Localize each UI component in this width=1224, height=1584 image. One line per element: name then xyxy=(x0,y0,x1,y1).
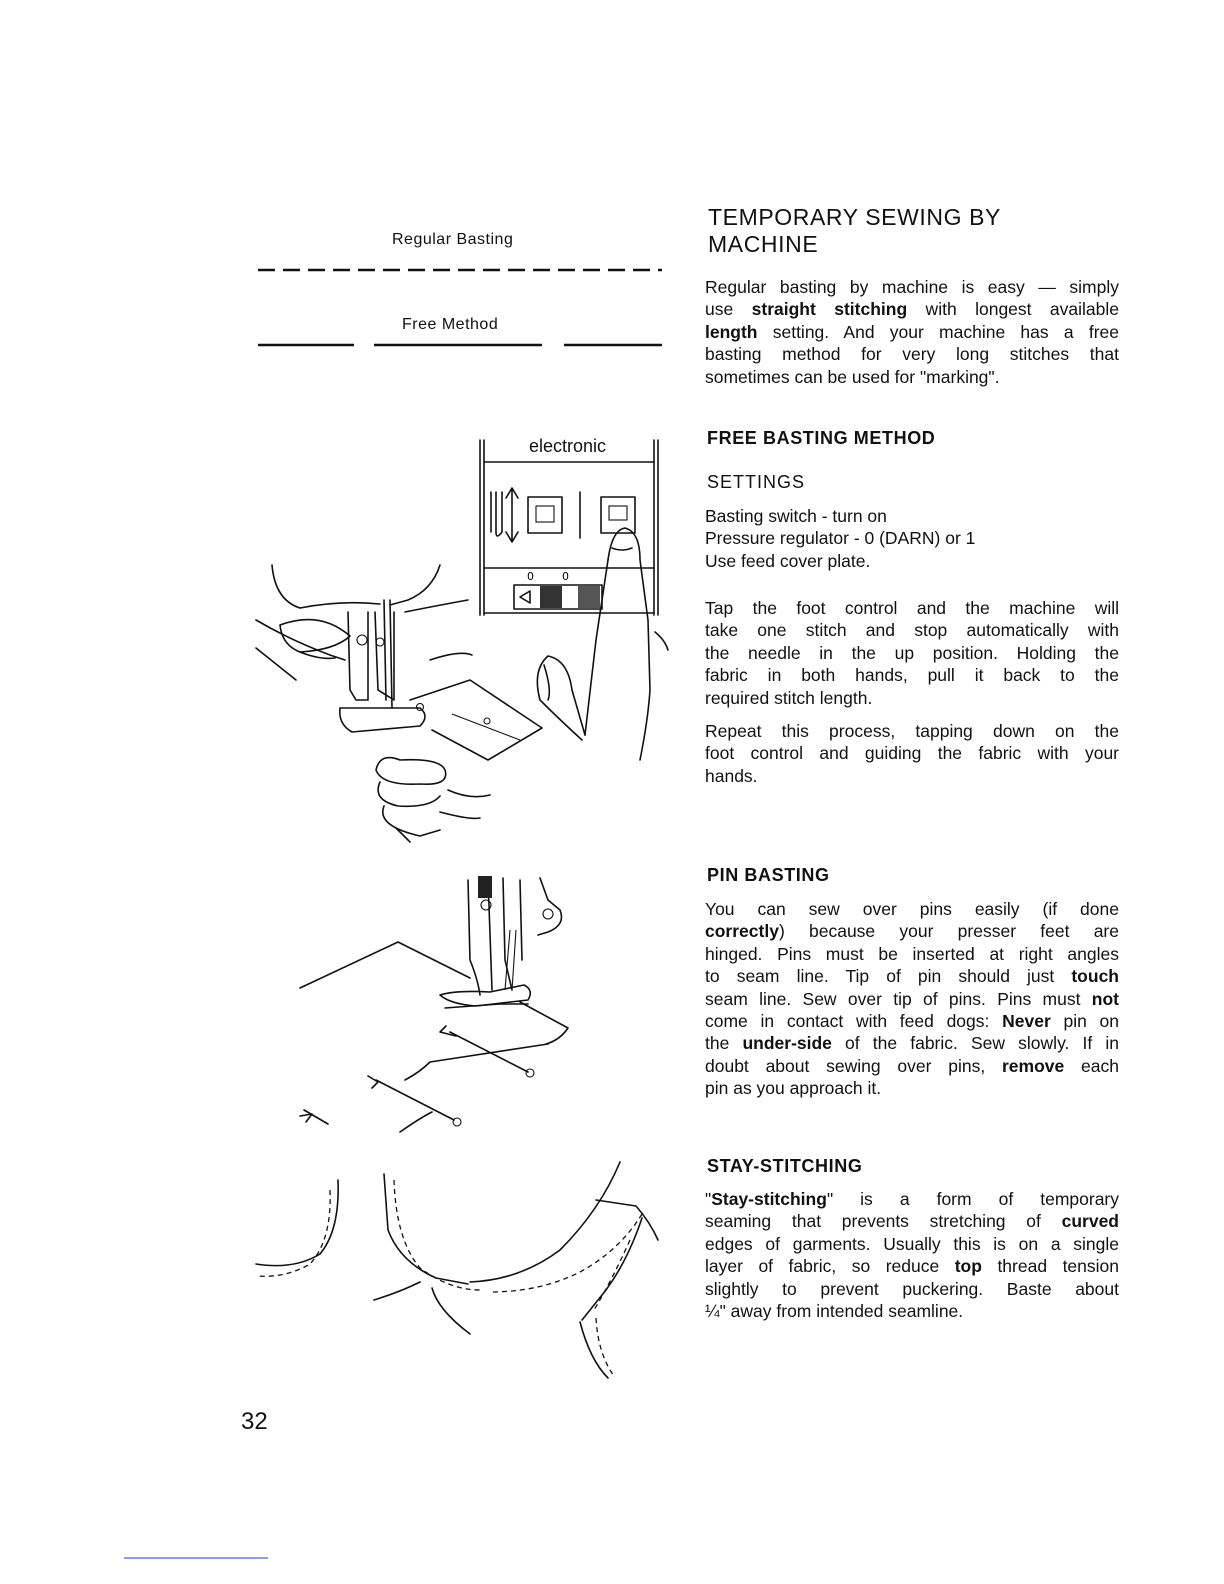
control-panel xyxy=(480,440,658,615)
paragraph-line: required stitch length. xyxy=(705,687,873,708)
settings-heading: SETTINGS xyxy=(707,472,806,492)
paragraph-line: doubt about sewing over pins, remove each xyxy=(705,1055,1119,1076)
paragraph-line: edges of garments. Usually this is on a single xyxy=(705,1233,1119,1254)
free-basting-paragraph-1 xyxy=(705,597,1119,709)
paragraph-line: the needle in the up position. Holding the xyxy=(705,642,1119,663)
pin-basting-paragraph xyxy=(705,898,1119,1100)
free-basting-paragraph-2 xyxy=(705,720,1119,787)
intro-line: Regular basting by machine is easy — simply xyxy=(705,277,1119,297)
paragraph-line: to seam line. Tip of pin should just touch xyxy=(705,966,1119,987)
paragraph-line: Tap the foot control and the machine will xyxy=(705,598,1119,618)
settings-item: Use feed cover plate. xyxy=(705,550,871,571)
paragraph-line: pin as you approach it. xyxy=(705,1078,882,1099)
intro-line: basting method for very long stitches that xyxy=(705,344,1119,365)
section-title xyxy=(708,204,1128,258)
free-basting-heading: FREE BASTING METHOD xyxy=(707,428,936,448)
paragraph-line: hinged. Pins must be inserted at right angles xyxy=(705,943,1119,964)
regular-basting-label: Regular Basting xyxy=(392,231,514,248)
paragraph-line: fabric in both hands, pull it back to the xyxy=(705,665,1119,686)
settings-list xyxy=(705,505,1119,572)
paragraph-line: slightly to prevent puckering. Baste about xyxy=(705,1278,1119,1299)
intro-line: length setting. And your machine has a free xyxy=(705,321,1119,342)
settings-item: Basting switch - turn on xyxy=(705,506,887,526)
paragraph-line: foot control and guiding the fabric with your xyxy=(705,743,1119,764)
pin-basting-heading: PIN BASTING xyxy=(707,865,830,885)
paragraph-line: layer of fabric, so reduce top thread tension xyxy=(705,1256,1120,1277)
paragraph-line: hands. xyxy=(705,765,758,786)
settings-item: Pressure regulator - 0 (DARN) or 1 xyxy=(705,528,976,549)
intro-paragraph xyxy=(705,276,1119,388)
svg-text:0: 0 xyxy=(562,570,569,583)
footer-rule xyxy=(0,0,1,1)
section-title-line2: MACHINE xyxy=(708,231,819,257)
paragraph-line: come in contact with feed dogs: Never pin on xyxy=(705,1011,1120,1032)
paragraph-line: seam line. Sew over tip of pins. Pins must not xyxy=(705,988,1119,1009)
stay-stitching-paragraph xyxy=(705,1188,1119,1322)
stay-stitching-heading: STAY-STITCHING xyxy=(707,1156,863,1176)
free-method-label: Free Method xyxy=(402,316,499,333)
section-title-line1: TEMPORARY SEWING BY xyxy=(708,204,1001,230)
paragraph-line: You can sew over pins easily (if done xyxy=(705,899,1119,919)
paragraph-line: seaming that prevents stretching of curved xyxy=(705,1211,1119,1232)
svg-text:0: 0 xyxy=(527,570,534,583)
paragraph-line: correctly) because your presser feet are xyxy=(705,921,1119,942)
intro-line: sometimes can be used for "marking". xyxy=(705,366,1000,387)
paragraph-line: take one stitch and stop automatically with xyxy=(705,620,1119,641)
intro-line: use straight stitching with longest available xyxy=(705,299,1120,320)
panel-electronic-label: electronic xyxy=(529,436,607,456)
paragraph-line: ¼" away from intended seamline. xyxy=(705,1301,964,1322)
paragraph-line: "Stay-stitching" is a form of temporary xyxy=(705,1189,1119,1209)
page-number: 32 xyxy=(241,1408,268,1435)
paragraph-line: Repeat this process, tapping down on the xyxy=(705,721,1119,741)
paragraph-line: the under-side of the fabric. Sew slowly. If in xyxy=(705,1033,1119,1054)
